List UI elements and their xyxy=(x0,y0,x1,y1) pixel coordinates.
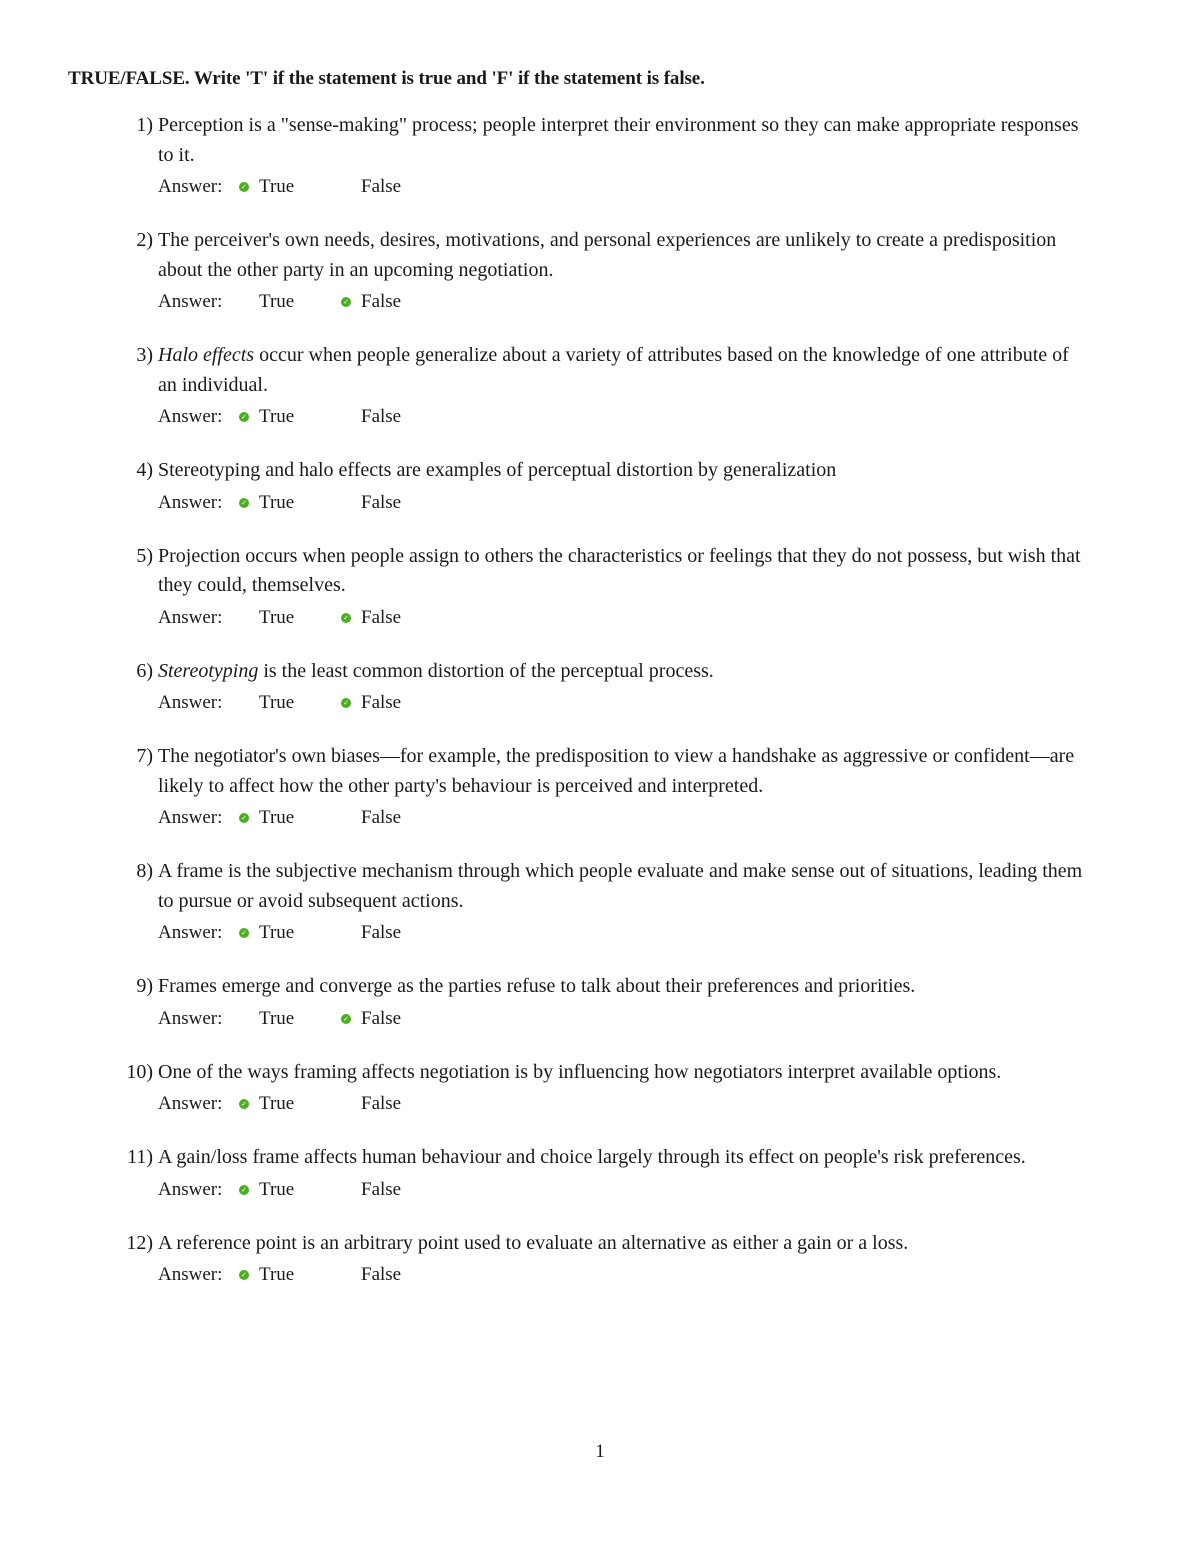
option-false: False xyxy=(361,1007,402,1029)
option-false: False xyxy=(361,1093,402,1114)
question-text-part: A frame is the subjective mechanism through which people evaluate and make sense out of situations, leading them to pursue or avoid subsequent actions. xyxy=(158,860,1083,912)
question-text xyxy=(158,857,1090,916)
question-text xyxy=(158,1229,1090,1259)
question-text-part: One of the ways framing affects negotiation is by influencing how negotiators interpret available options. xyxy=(158,1060,1002,1083)
question-italic-term: Halo effects xyxy=(158,344,255,366)
question-item xyxy=(0,742,1200,833)
question-text-part: The perceiver's own needs, desires, motivations, and personal experiences are unlikely to create a predisposition about the other party in an upcoming negotiation. xyxy=(158,229,1057,281)
option-false: False xyxy=(361,491,402,513)
question-item xyxy=(0,1229,1200,1291)
correct-answer-check-icon: ✓ xyxy=(341,1014,351,1024)
question-number: 8) xyxy=(136,860,153,882)
option-false: False xyxy=(361,922,402,943)
question-number: 7) xyxy=(136,745,153,767)
answer-row xyxy=(158,603,1090,633)
answer-label: Answer: xyxy=(158,692,223,713)
correct-answer-check-icon: ✓ xyxy=(239,1099,249,1109)
option-true: True xyxy=(259,1178,295,1200)
option-true: True xyxy=(259,176,295,197)
option-true: True xyxy=(259,606,295,628)
question-text xyxy=(158,1143,1090,1173)
question-text-part: Perception is a "sense-making" process; people interpret their environment so they can make appropriate responses to it. xyxy=(158,114,1079,166)
correct-answer-check-icon: ✓ xyxy=(239,928,249,938)
answer-row xyxy=(158,172,1090,202)
question-text xyxy=(158,742,1090,801)
question-text-part: Stereotyping and halo effects are examples of perceptual distortion by generalization xyxy=(158,459,837,481)
correct-answer-check-icon: ✓ xyxy=(239,1270,249,1280)
question-number: 2) xyxy=(136,229,153,251)
question-list xyxy=(0,111,1200,1290)
answer-label: Answer: xyxy=(158,1007,223,1029)
question-item xyxy=(0,111,1200,202)
question-number: 5) xyxy=(136,544,153,567)
question-number: 9) xyxy=(136,975,153,997)
option-true: True xyxy=(259,807,295,828)
option-true: True xyxy=(259,692,295,713)
question-text xyxy=(158,1058,1090,1088)
question-item xyxy=(0,1058,1200,1120)
question-number: 12) xyxy=(126,1231,153,1254)
answer-label: Answer: xyxy=(158,176,223,197)
page-number: 1 xyxy=(595,1441,605,1462)
answer-row xyxy=(158,803,1090,833)
correct-answer-check-icon: ✓ xyxy=(239,412,249,422)
question-text-part: Projection occurs when people assign to others the characteristics or feelings that they do not possess, but wish that they could, themselves. xyxy=(158,544,1081,596)
correct-answer-check-icon: ✓ xyxy=(341,698,351,708)
answer-row xyxy=(158,918,1090,948)
question-item xyxy=(0,857,1200,948)
answer-row xyxy=(158,688,1090,718)
answer-label: Answer: xyxy=(158,291,223,312)
correct-answer-check-icon: ✓ xyxy=(341,297,351,307)
answer-label: Answer: xyxy=(158,606,223,628)
option-true: True xyxy=(259,1007,295,1029)
question-item xyxy=(0,972,1200,1034)
question-text xyxy=(158,456,1090,486)
question-item xyxy=(0,456,1200,518)
answer-label: Answer: xyxy=(158,1093,223,1114)
option-true: True xyxy=(259,491,295,513)
option-true: True xyxy=(259,1093,295,1114)
answer-row xyxy=(158,1260,1090,1290)
question-number: 11) xyxy=(127,1146,153,1168)
question-text xyxy=(158,542,1090,601)
answer-label: Answer: xyxy=(158,1178,223,1200)
option-false: False xyxy=(361,176,402,197)
question-text xyxy=(158,972,1090,1002)
option-false: False xyxy=(361,406,402,427)
option-false: False xyxy=(361,1264,402,1285)
option-true: True xyxy=(259,291,295,312)
answer-label: Answer: xyxy=(158,807,223,828)
question-item xyxy=(0,1143,1200,1205)
correct-answer-check-icon: ✓ xyxy=(239,498,249,508)
question-number: 6) xyxy=(136,659,153,682)
answer-row xyxy=(158,1004,1090,1034)
option-false: False xyxy=(361,692,402,713)
answer-label: Answer: xyxy=(158,922,223,943)
question-number: 10) xyxy=(126,1060,153,1083)
answer-row xyxy=(158,488,1090,518)
option-false: False xyxy=(361,807,402,828)
option-false: False xyxy=(361,291,402,312)
answer-label: Answer: xyxy=(158,1264,223,1285)
correct-answer-check-icon: ✓ xyxy=(239,813,249,823)
page-heading: TRUE/FALSE. Write 'T' if the statement is true and 'F' if the statement is false. xyxy=(68,68,705,89)
correct-answer-check-icon: ✓ xyxy=(239,182,249,192)
question-text-part: occur when people generalize about a variety of attributes based on the knowledge of one attribute of an individual. xyxy=(158,344,1069,396)
question-text xyxy=(158,657,1090,687)
question-item xyxy=(0,542,1200,633)
question-text-part: A reference point is an arbitrary point used to evaluate an alternative as either a gain or a loss. xyxy=(158,1231,909,1254)
question-text-part: The negotiator's own biases—for example, the predisposition to view a handshake as aggressive or confident—are likely to affect how the other party's behaviour is perceived and interpreted. xyxy=(158,745,1075,797)
option-true: True xyxy=(259,922,295,943)
question-item xyxy=(0,657,1200,719)
question-text xyxy=(158,111,1090,170)
question-item xyxy=(0,226,1200,317)
option-false: False xyxy=(361,1178,402,1200)
question-italic-term: Stereotyping xyxy=(158,659,259,682)
answer-label: Answer: xyxy=(158,491,223,513)
correct-answer-check-icon: ✓ xyxy=(239,1185,249,1195)
option-false: False xyxy=(361,606,402,628)
answer-row xyxy=(158,287,1090,317)
question-number: 1) xyxy=(136,114,153,136)
question-number: 4) xyxy=(136,459,153,481)
question-item xyxy=(0,341,1200,432)
answer-row xyxy=(158,1175,1090,1205)
question-text xyxy=(158,226,1090,285)
question-number: 3) xyxy=(136,344,153,366)
question-text-part: A gain/loss frame affects human behaviour and choice largely through its effect on people's risk preferences. xyxy=(158,1146,1026,1168)
question-text-part: Frames emerge and converge as the parties refuse to talk about their preferences and priorities. xyxy=(158,975,916,997)
correct-answer-check-icon: ✓ xyxy=(341,613,351,623)
option-true: True xyxy=(259,406,295,427)
option-true: True xyxy=(259,1264,295,1285)
answer-label: Answer: xyxy=(158,406,223,427)
question-text xyxy=(158,341,1090,400)
question-text-part: is the least common distortion of the perceptual process. xyxy=(258,659,714,682)
answer-row xyxy=(158,402,1090,432)
answer-row xyxy=(158,1089,1090,1119)
